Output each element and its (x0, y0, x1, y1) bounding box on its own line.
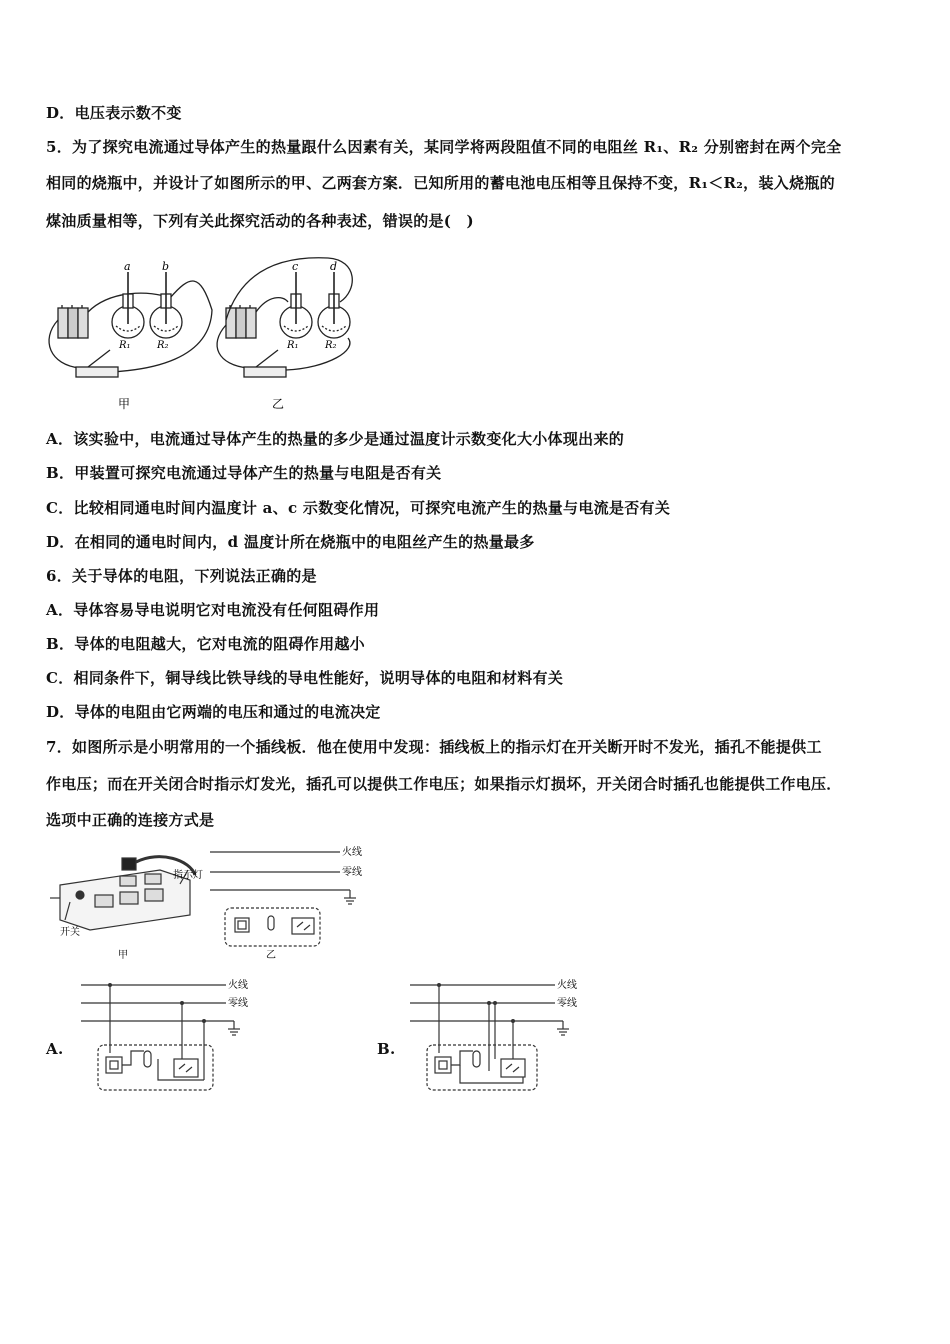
label-a: a (124, 260, 131, 273)
q6-stem: 6．关于导体的电阻，下列说法正确的是 (46, 567, 317, 585)
caption-yi: 乙 (272, 397, 285, 411)
label-r2-jia: R₂ (157, 340, 169, 351)
q6-option-a: A．导体容易导电说明它对电流没有任何阻碍作用 (46, 601, 380, 619)
q7-powerstrip-figure (40, 840, 380, 965)
label-d: d (330, 260, 338, 273)
switch-icon (76, 367, 118, 377)
q5-option-d: D．在相同的通电时间内，d 温度计所在烧瓶中的电阻丝产生的热量最多 (46, 533, 535, 551)
opt-b-neutral-label: 零线 (557, 998, 577, 1009)
jia-apparatus (49, 272, 212, 377)
q7-option-b-label: B. (377, 1040, 396, 1058)
label-r1-yi: R₁ (287, 340, 299, 351)
label-r1-jia: R₁ (119, 340, 131, 351)
switch-label: 开关 (60, 927, 80, 938)
plug-icon (122, 858, 136, 870)
q4-option-d: D．电压表示数不变 (46, 104, 182, 122)
q6-option-c: C．相同条件下，铜导线比铁导线的导电性能好，说明导体的电阻和材料有关 (46, 669, 564, 687)
label-b: b (162, 260, 170, 273)
indicator-label: 指示灯 (173, 870, 203, 881)
q5-stem-line3: 煤油质量相等，下列有关此探究活动的各种表述，错误的是( ) (46, 212, 474, 230)
opt-a-neutral-label: 零线 (228, 998, 248, 1009)
q7-stem-line1: 7．如图所示是小明常用的一个插线板．他在使用中发现：插线板上的指示灯在开关断开时不发光，插孔不能提供工 (46, 738, 822, 756)
label-r2-yi: R₂ (325, 340, 337, 351)
q6-option-b: B．导体的电阻越大，它对电流的阻碍作用越小 (46, 635, 365, 653)
q5-option-b: B．甲装置可探究电流通过导体产生的热量与电阻是否有关 (46, 464, 442, 482)
opt-a-live-label: 火线 (228, 980, 248, 991)
q5-option-a: A．该实验中，电流通过导体产生的热量的多少是通过温度计示数变化大小体现出来的 (46, 430, 625, 448)
q7-option-b-diagram (405, 975, 595, 1095)
q7-stem-line3: 选项中正确的连接方式是 (46, 811, 215, 829)
q5-option-c: C．比较相同通电时间内温度计 a、c 示数变化情况，可探究电流产生的热量与电流是否有关 (46, 499, 671, 517)
q7-stem-line2: 作电压；而在开关闭合时指示灯发光，插孔可以提供工作电压；如果指示灯损坏，开关闭合时插孔也能提供工作电压． (46, 775, 842, 793)
neutral-wire-label: 零线 (342, 867, 362, 878)
label-c: c (292, 260, 299, 273)
switch-icon (76, 891, 84, 899)
battery-icon (58, 308, 68, 338)
q5-stem-line2: 相同的烧瓶中，并设计了如图所示的甲、乙两套方案．已知所用的蓄电池电压相等且保持不变，R₁＜R₂，装入烧瓶的 (46, 174, 835, 192)
caption-jia: 甲 (118, 397, 131, 411)
q5-circuit-figure (40, 250, 370, 415)
live-wire-label: 火线 (342, 847, 362, 858)
opt-b-live-label: 火线 (557, 980, 577, 991)
yi-apparatus (217, 258, 352, 377)
caption-yi-q7: 乙 (266, 950, 276, 961)
q7-option-a-diagram (76, 975, 266, 1095)
q6-option-d: D．导体的电阻由它两端的电压和通过的电流决定 (46, 703, 381, 721)
q7-option-a-label: A. (46, 1040, 64, 1058)
caption-jia-q7: 甲 (118, 950, 128, 961)
q5-stem-line1: 5．为了探究电流通过导体产生的热量跟什么因素有关，某同学将两段阻值不同的电阻丝 R₁、R₂ 分别密封在两个完全 (46, 138, 842, 156)
